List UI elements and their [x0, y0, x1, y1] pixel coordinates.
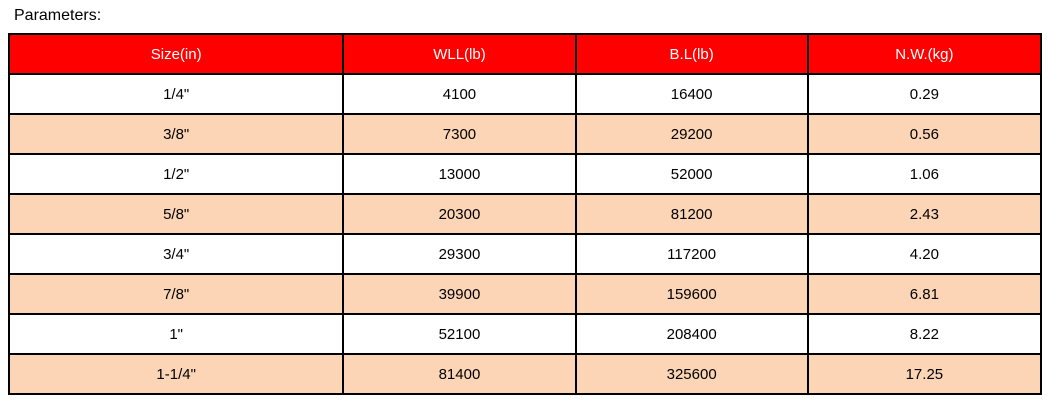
- cell-nw: 8.22: [808, 314, 1041, 354]
- cell-bl: 208400: [576, 314, 808, 354]
- table-row: [9, 114, 1041, 154]
- table-row: [9, 194, 1041, 234]
- cell-size: 1/2": [9, 154, 343, 194]
- cell-wll: 4100: [343, 74, 575, 114]
- cell-nw: 6.81: [808, 274, 1041, 314]
- cell-wll: 39900: [343, 274, 575, 314]
- cell-bl: 29200: [576, 114, 808, 154]
- cell-bl: 325600: [576, 354, 808, 394]
- cell-wll: 81400: [343, 354, 575, 394]
- cell-bl: 52000: [576, 154, 808, 194]
- cell-size: 1": [9, 314, 343, 354]
- column-header-size: Size(in): [9, 34, 343, 74]
- cell-size: 1/4": [9, 74, 343, 114]
- table-row: [9, 354, 1041, 394]
- cell-size: 5/8": [9, 194, 343, 234]
- cell-bl: 159600: [576, 274, 808, 314]
- cell-nw: 0.29: [808, 74, 1041, 114]
- table-header-row: [9, 34, 1041, 74]
- cell-nw: 1.06: [808, 154, 1041, 194]
- column-header-wll: WLL(lb): [343, 34, 575, 74]
- parameters-table: [8, 33, 1042, 395]
- cell-nw: 2.43: [808, 194, 1041, 234]
- cell-bl: 117200: [576, 234, 808, 274]
- column-header-nw: N.W.(kg): [808, 34, 1041, 74]
- cell-wll: 52100: [343, 314, 575, 354]
- cell-size: 3/8": [9, 114, 343, 154]
- table-row: [9, 234, 1041, 274]
- cell-bl: 16400: [576, 74, 808, 114]
- cell-nw: 4.20: [808, 234, 1041, 274]
- cell-bl: 81200: [576, 194, 808, 234]
- cell-wll: 29300: [343, 234, 575, 274]
- column-header-bl: B.L(lb): [576, 34, 808, 74]
- cell-size: 7/8": [9, 274, 343, 314]
- page-title: Parameters:: [14, 7, 102, 24]
- cell-size: 1-1/4": [9, 354, 343, 394]
- cell-wll: 7300: [343, 114, 575, 154]
- table-row: [9, 274, 1041, 314]
- table-row: [9, 74, 1041, 114]
- table-row: [9, 314, 1041, 354]
- cell-nw: 17.25: [808, 354, 1041, 394]
- cell-size: 3/4": [9, 234, 343, 274]
- cell-wll: 20300: [343, 194, 575, 234]
- cell-nw: 0.56: [808, 114, 1041, 154]
- table-row: [9, 154, 1041, 194]
- cell-wll: 13000: [343, 154, 575, 194]
